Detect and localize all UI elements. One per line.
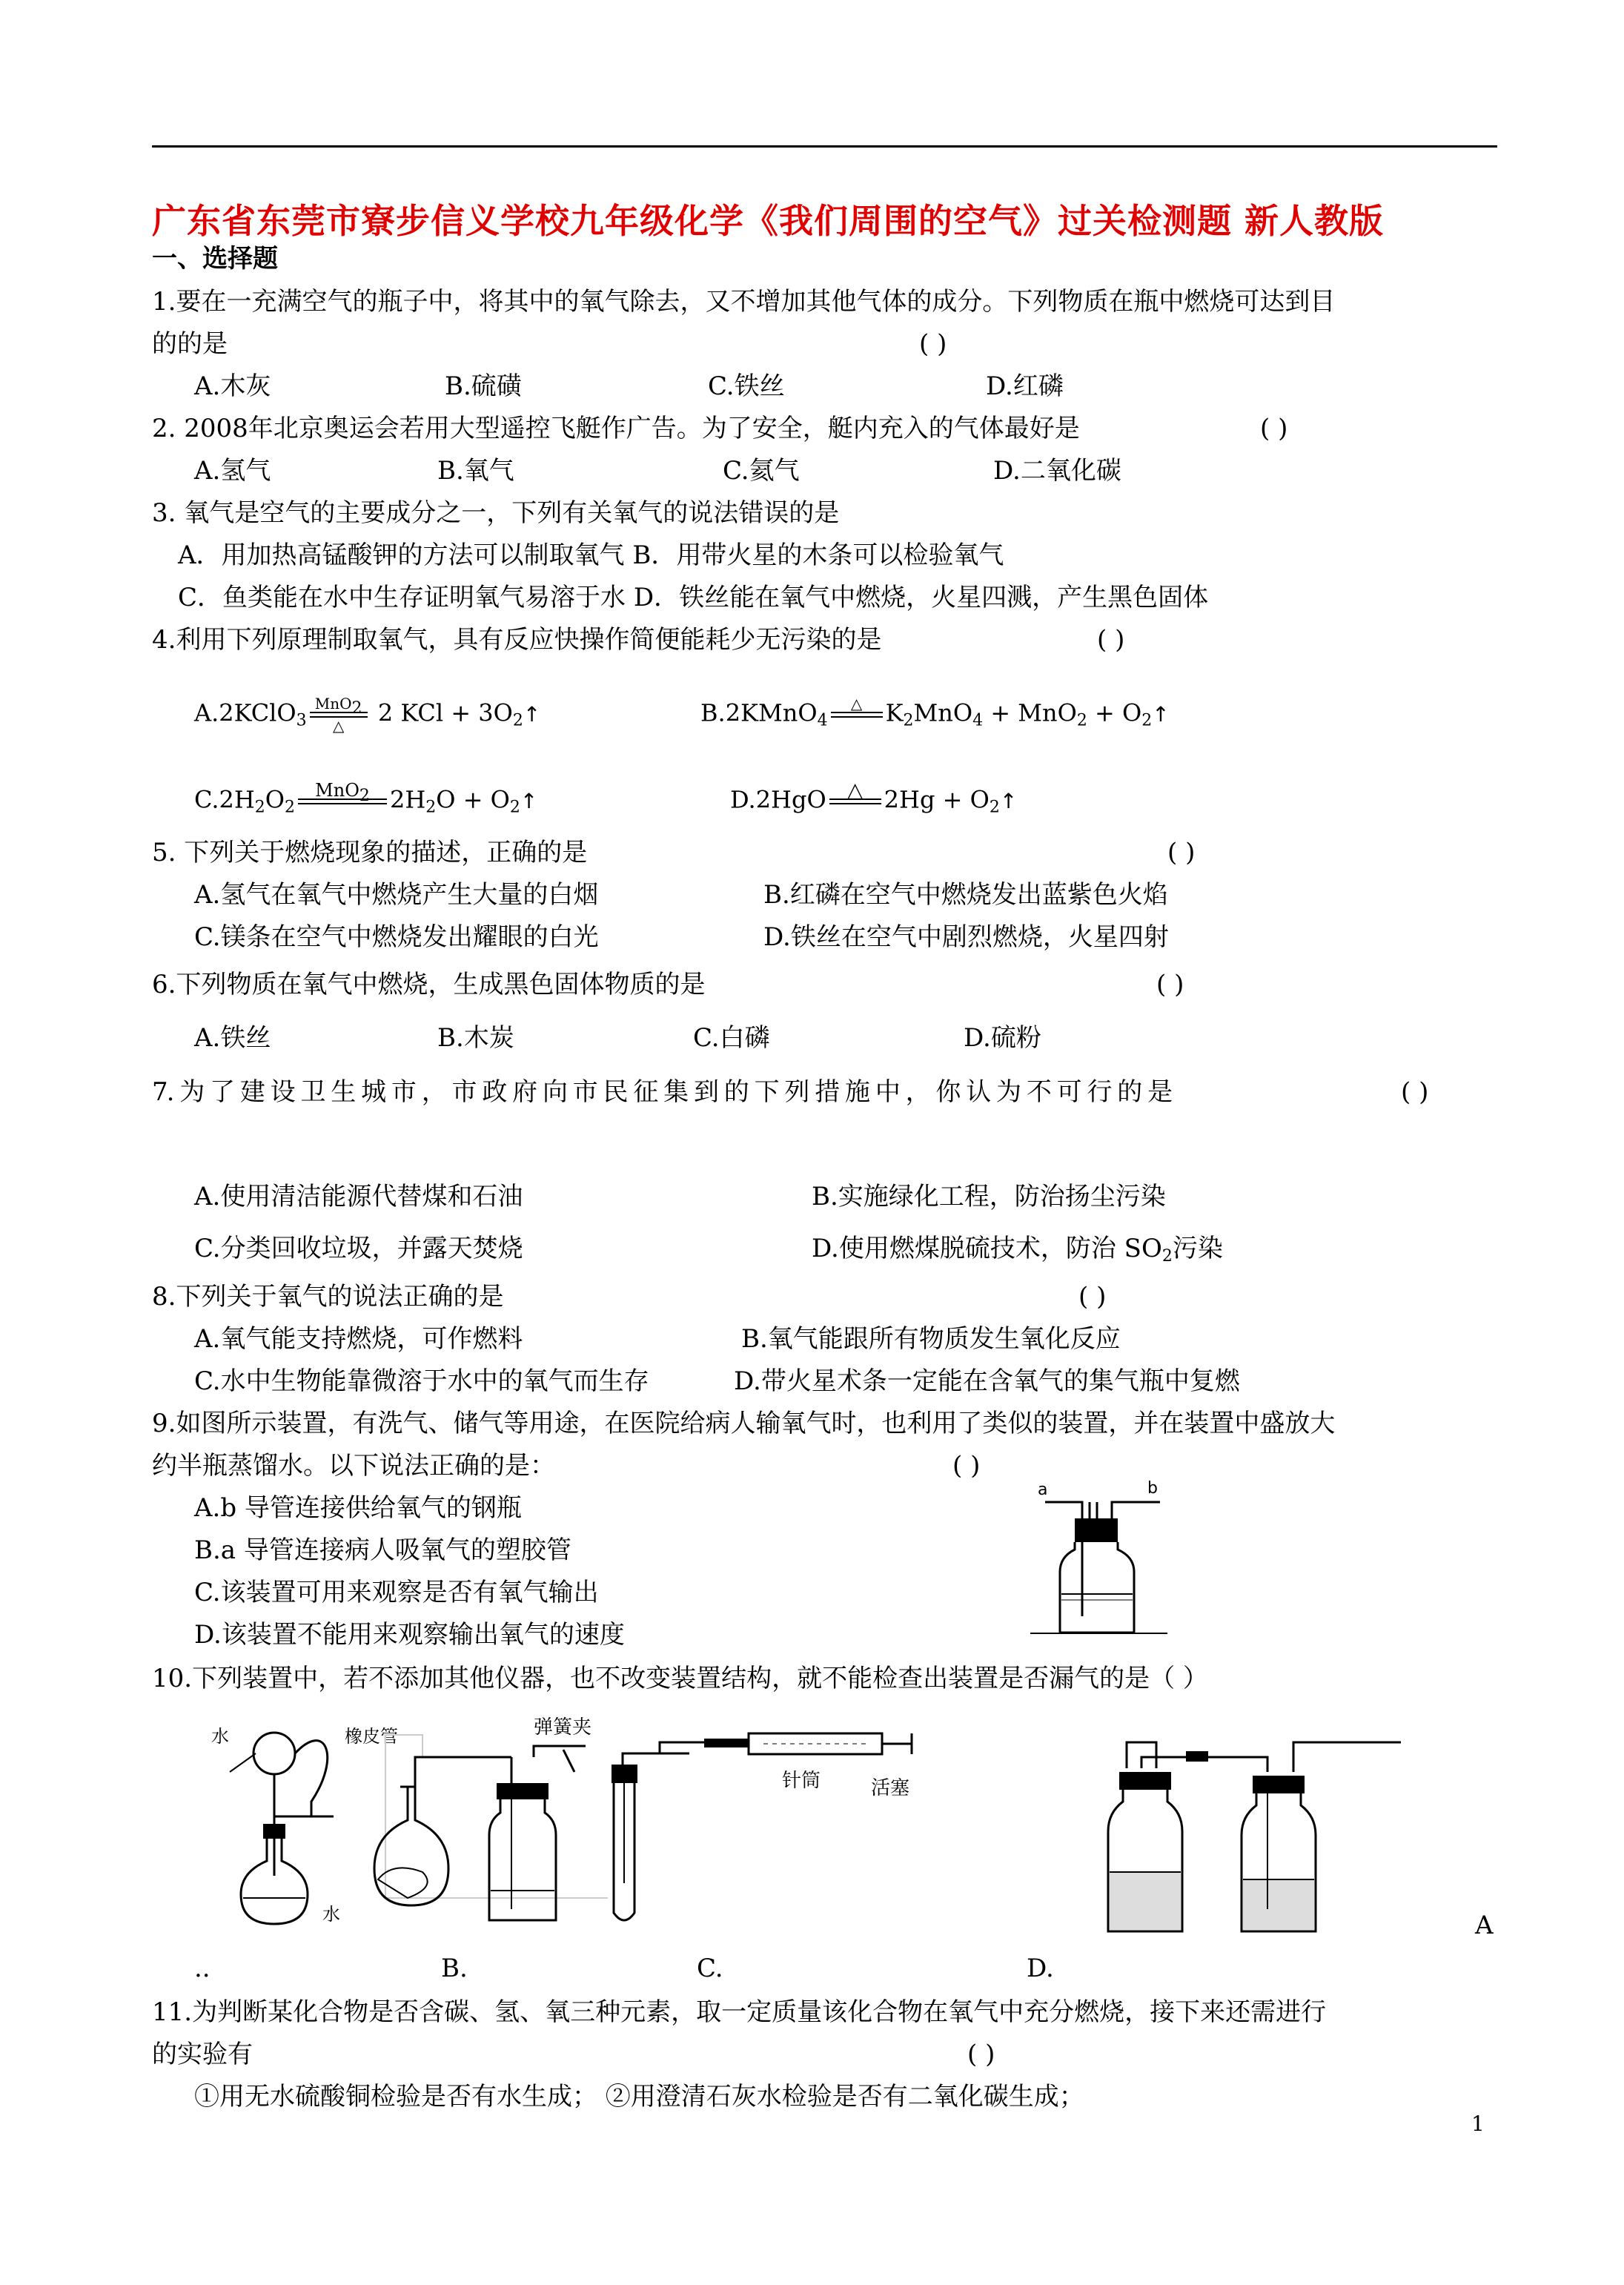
q8-option-c: C.水中生物能靠微溶于水中的氧气而生存: [194, 1366, 649, 1396]
apparatus-a: [211, 1726, 398, 1925]
label-water-bottom: 水: [322, 1904, 340, 1925]
q2-option-d: D.二氧化碳: [993, 456, 1121, 486]
q5-answer-paren: ( ): [1167, 838, 1196, 867]
q8-option-d: D.带火星术条一定能在含氧气的集气瓶中复燃: [734, 1366, 1240, 1396]
page-number: 1: [1471, 2112, 1485, 2136]
q4-option-d: D.2HgO △ $2Hg + O_2↑$: [730, 782, 1017, 821]
q4-answer-paren: ( ): [1097, 625, 1125, 655]
q9-answer-paren: ( ): [952, 1451, 981, 1481]
q8-option-b: B.氧气能跟所有物质发生氧化反应: [741, 1324, 1121, 1354]
q5-option-a: A.氢气在氧气中燃烧产生大量的白烟: [194, 880, 599, 910]
q7-option-d: D.使用燃煤脱硫技术，防治 $SO_2$污染: [812, 1234, 1223, 1266]
q10-option-b: B.: [441, 1954, 468, 1983]
q9-stem-cont: 约半瓶蒸馏水。以下说法正确的是：: [152, 1451, 555, 1481]
q1-stem: 1.要在一充满空气的瓶子中，将其中的氧气除去，又不增加其他气体的成分。下列物质在瓶中燃烧可达到目: [152, 287, 1336, 317]
q8-stem: 8.下列关于氧气的说法正确的是: [152, 1282, 504, 1312]
q3-stem: 3. 氧气是空气的主要成分之一，下列有关氧气的说法错误的是: [152, 498, 840, 528]
q6-option-d: D.硫粉: [964, 1023, 1041, 1053]
q2-option-b: B.氧气: [437, 456, 514, 486]
q6-option-a: A.铁丝: [194, 1023, 271, 1053]
q10-apparatus-figure: [200, 1713, 1423, 1942]
q5-option-d: D.铁丝在空气中剧烈燃烧，火星四射: [763, 922, 1169, 952]
q3-options-cd: C．鱼类能在水中生存证明氧气易溶于水 D．铁丝能在氧气中燃烧，火星四溅，产生黑色固体: [178, 583, 1209, 612]
q11-answer-paren: ( ): [967, 2040, 995, 2069]
q1-option-b: B.硫磺: [445, 371, 522, 401]
q9-option-d: D.该装置不能用来观察输出氧气的速度: [194, 1620, 625, 1650]
q8-answer-paren: ( ): [1078, 1282, 1107, 1312]
q9-stem: 9.如图所示装置，有洗气、储气等用途，在医院给病人输氧气时，也利用了类似的装置，并在装置中盛放大: [152, 1409, 1336, 1438]
q6-option-c: C.白磷: [693, 1023, 770, 1053]
q4-option-a: A.2KClO$_3$ MnO$_2$ △ 2 KCl + $3O_2↑$: [194, 695, 541, 735]
q10-stem: 10.下列装置中，若不添加其他仪器，也不改变装置结构，就不能检查出装置是否漏气的是（ ）: [152, 1664, 1208, 1693]
label-b: b: [1147, 1479, 1158, 1498]
q10-option-a-letter: A: [1475, 1911, 1494, 1940]
q1-option-d: D.红磷: [986, 371, 1064, 401]
q9-option-c: C.该装置可用来观察是否有氧气输出: [194, 1578, 599, 1607]
label-syringe: 针筒: [782, 1770, 821, 1792]
q4-b-condition: △: [831, 695, 883, 734]
q2-stem: 2. 2008年北京奥运会若用大型遥控飞艇作广告。为了安全，艇内充入的气体最好是: [152, 414, 1080, 443]
q9-gas-bottle-figure: [1030, 1475, 1216, 1638]
page-title: 广东省东莞市寮步信义学校九年级化学《我们周围的空气》过关检测题 新人教版: [152, 201, 1385, 241]
q8-option-a: A.氧气能支持燃烧，可作燃料: [194, 1324, 523, 1354]
gas-arrow-icon: ↑: [1152, 701, 1170, 727]
label-piston: 活塞: [871, 1777, 910, 1799]
q11-steps: ①用无水硫酸铜检验是否有水生成； ②用澄清石灰水检验是否有二氧化碳生成；: [194, 2082, 1084, 2112]
label-spring-clamp: 弹簧夹: [534, 1716, 592, 1739]
q9-option-b: B.a 导管连接病人吸氧气的塑胶管: [194, 1535, 571, 1565]
apparatus-d: [1108, 1742, 1401, 1931]
q7-option-c: C.分类回收垃圾，并露天焚烧: [194, 1234, 523, 1263]
q6-option-b: B.木炭: [437, 1023, 514, 1053]
q2-answer-paren: ( ): [1260, 414, 1288, 443]
q1-answer-paren: ( ): [919, 329, 947, 359]
q4-d-condition: △: [829, 782, 881, 821]
label-a: a: [1038, 1481, 1048, 1499]
label-rubber-tube: 橡皮管: [345, 1726, 398, 1747]
apparatus-b: [374, 1716, 608, 1920]
q10-option-c: C.: [697, 1954, 723, 1983]
q11-stem: 11.为判断某化合物是否含碳、氢、氧三种元素，取一定质量该化合物在氧气中充分燃烧，接下来还需进行: [152, 1997, 1327, 2027]
q2-option-a: A.氢气: [194, 456, 271, 486]
header-rule: [152, 145, 1497, 148]
gas-arrow-icon: ↑: [520, 788, 538, 813]
q2-option-c: C.氦气: [723, 456, 800, 486]
q5-option-b: B.红磷在空气中燃烧发出蓝紫色火焰: [763, 880, 1168, 910]
q11-stem-cont: 的实验有: [152, 2040, 253, 2069]
apparatus-c: [612, 1733, 912, 1920]
q1-option-c: C.铁丝: [708, 371, 785, 401]
q4-option-b: B.2KMnO$_4$ △ $K_2MnO_4 + MnO_2$ + $O_2↑$: [700, 695, 1170, 734]
gas-arrow-icon: ↑: [999, 788, 1018, 813]
q9-option-a: A.b 导管连接供给氧气的钢瓶: [194, 1493, 522, 1523]
q1-stem-cont: 的的是: [152, 329, 228, 359]
q7-stem: 7. 为 了 建 设 卫 生 城 市 ， 市 政 府 向 市 民 征 集 到 的 下 列 措 施 中 ， 你 认 为 不 可 行 的 是: [152, 1077, 1172, 1107]
q4-c-condition: MnO$_2$: [298, 782, 387, 821]
q4-option-c: $C.2H_2O_2$ MnO$_2$ $2H_2O$ + $O_2↑$: [194, 782, 537, 821]
q3-options-ab: A．用加热高锰酸钾的方法可以制取氧气 B．用带火星的木条可以检验氧气: [178, 540, 1004, 570]
q4-a-condition: MnO$_2$ △: [310, 695, 368, 734]
q10-option-a-dots: ..: [194, 1954, 211, 1983]
q4-stem: 4.利用下列原理制取氧气，具有反应快操作简便能耗少无污染的是: [152, 625, 882, 655]
q7-option-a: A.使用清洁能源代替煤和石油: [194, 1182, 523, 1211]
q5-stem: 5. 下列关于燃烧现象的描述，正确的是: [152, 838, 588, 867]
section-heading: 一、选择题: [152, 244, 278, 274]
q7-option-b: B.实施绿化工程，防治扬尘污染: [812, 1182, 1166, 1211]
gas-arrow-icon: ↑: [523, 701, 541, 727]
q6-stem: 6.下列物质在氧气中燃烧，生成黑色固体物质的是: [152, 970, 706, 999]
label-water: 水: [211, 1726, 229, 1747]
q10-option-d: D.: [1027, 1954, 1054, 1983]
q6-answer-paren: ( ): [1156, 970, 1184, 999]
q7-answer-paren: ( ): [1401, 1077, 1429, 1107]
q5-option-c: C.镁条在空气中燃烧发出耀眼的白光: [194, 922, 599, 952]
q1-option-a: A.木灰: [194, 371, 271, 401]
